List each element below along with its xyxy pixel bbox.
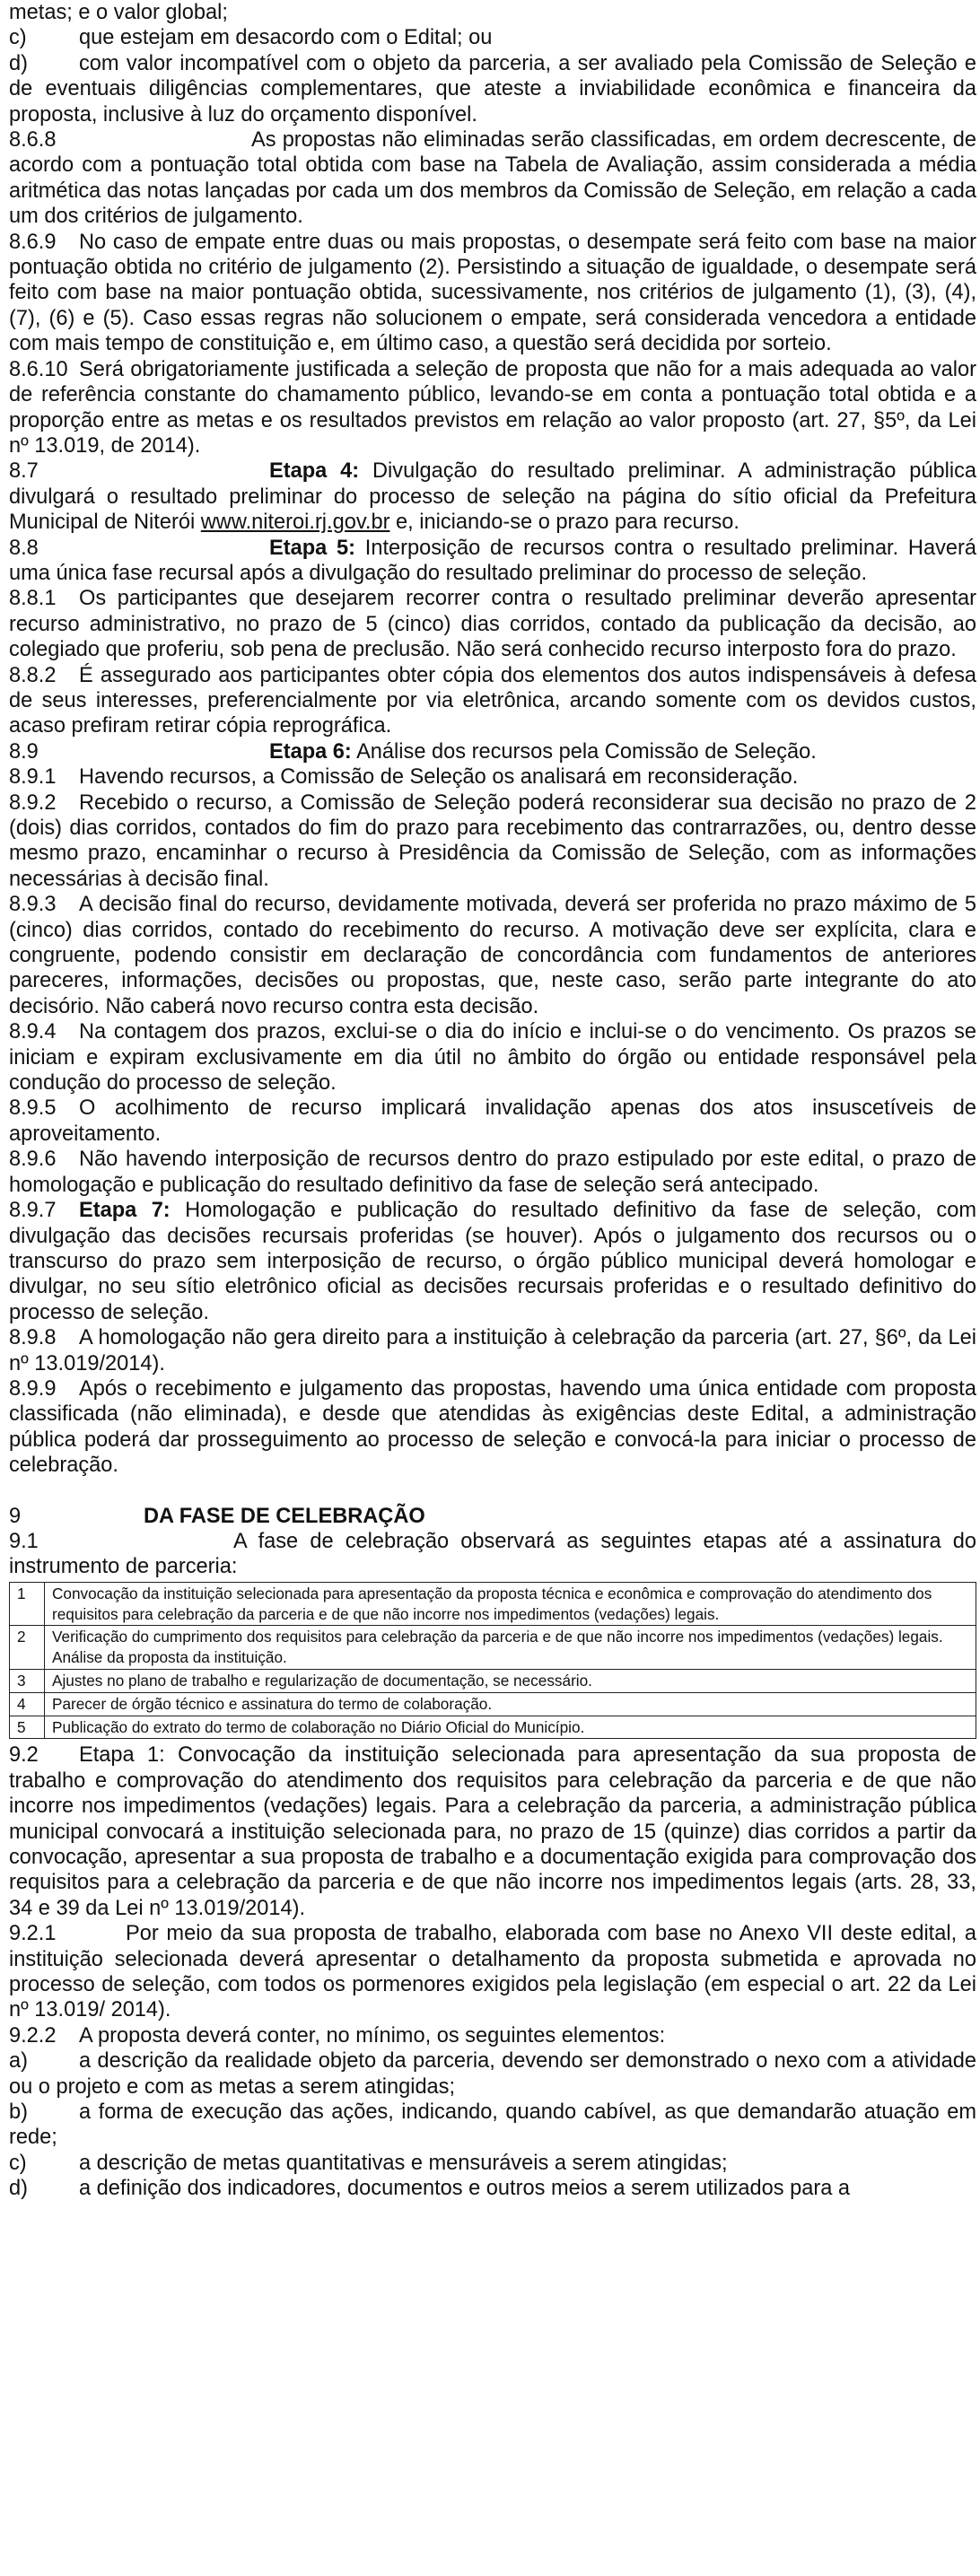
step-label: Etapa 5: [269, 536, 355, 560]
stage-description: Verificação do cumprimento dos requisitos para celebração da parceria e de que não incorre nos impedimentos (vedações) legais. Análise da proposta da instituição. [45, 1626, 976, 1670]
stages-table-body [10, 1582, 976, 1739]
paragraph [9, 1096, 976, 1147]
item-number: 8.9.9 [9, 1376, 57, 1401]
table-row [10, 1582, 976, 1626]
item-number: 8.6.9 [9, 230, 57, 254]
paragraph [9, 1325, 976, 1376]
paragraph [9, 739, 976, 764]
item-text: A decisão final do recurso, devidamente motivada, deverá ser proferida no prazo máximo de 5 (cinco) dias corridos, contado do recebimento do recurso. A motivação deve ser explícita, clara e congruente, podendo consistir em declaração de concordância com fundamentos de anteriores pareceres, informações, decisões ou propostas, que, neste caso, serão parte integrante do ato decisório. Não caberá novo recurso contra esta decisão. [9, 893, 976, 1018]
item-text: Após o recebimento e julgamento das propostas, havendo uma única entidade com proposta classificada (não eliminada), e desde que atendidas às exigências deste Edital, a administração pública poderá dar prosseguimento ao processo de seleção e convocá-la para iniciar o processo de celebração. [9, 1376, 976, 1478]
section-number: 9 [9, 1504, 22, 1528]
item-text: Na contagem dos prazos, exclui-se o dia do início e inclui-se o do vencimento. Os prazos se iniciam e expiram exclusivamente em dia útil no âmbito do órgão ou entidade responsável pela condução do processo de seleção. [9, 1020, 976, 1096]
item-number: 9.1 [9, 1529, 39, 1553]
item-number: 8.8 [9, 536, 39, 560]
step-label: Etapa 4: [269, 459, 360, 484]
stage-number: 4 [10, 1692, 45, 1716]
item-text: a definição dos indicadores, documentos e outros meios a serem utilizados para a [79, 2177, 851, 2201]
paragraph [9, 1742, 976, 1921]
item-text: Etapa 1: Convocação da instituição selecionada para apresentação da sua proposta de trabalho e comprovação do atendimento dos requisitos para celebração da parceria e de que não incorre nos impedimentos (vedações) legais. Para a celebração da parceria, a administração pública municipal convocará a instituição selecionada para, no prazo de 15 (quinze) dias corridos a partir da convocação, apresentar a sua proposta de trabalho e a documentação exigida para comprovação dos requisitos para a celebração da parceria e de que não incorre nos impedimentos legais (arts. 28, 33, 34 e 39 da Lei nº 13.019/2014). [9, 1743, 976, 1920]
paragraph [9, 2023, 976, 2048]
paragraph [9, 458, 976, 535]
paragraph [9, 536, 976, 587]
paragraph [9, 2100, 976, 2151]
paragraph [9, 1921, 976, 2023]
item-number: 9.2 [9, 1743, 39, 1768]
paragraph: metas; e o valor global; [9, 1, 228, 24]
item-text: a descrição da realidade objeto da parceria, devendo ser demonstrado o nexo com a atividade ou o projeto e com as metas a serem atingidas; [9, 2049, 976, 2099]
stage-number: 3 [10, 1669, 45, 1692]
item-number: 8.7 [9, 459, 39, 484]
item-text: Interposição de recursos contra o resultado preliminar. Haverá uma única fase recursal após a divulgação do resultado preliminar do processo de seleção. [9, 536, 976, 585]
item-number: 8.6.8 [9, 128, 57, 153]
item-text: As propostas não eliminadas serão classificadas, em ordem decrescente, de acordo com a pontuação total obtida com base na Tabela de Avaliação, assim considerada a média aritmética das notas lançadas por cada um dos membros da Comissão de Seleção, em relação a cada um dos critérios de julgamento. [9, 128, 976, 229]
item-number: 8.8.1 [9, 587, 57, 611]
item-text: Havendo recursos, a Comissão de Seleção os analisará em reconsideração. [79, 765, 799, 790]
item-text: No caso de empate entre duas ou mais propostas, o desempate será feito com base na maior pontuação obtida no critério de julgamento (2). Persistindo a situação de igualdade, o desempate será feito com base na maior pontuação obtida, sucessivamente, nos critérios de julgamento (1), (3), (4), (7), (6) e (5). Caso essas regras não solucionem o empate, será considerada vencedora a entidade com mais tempo de constituição e, em último caso, a questão será decidida por sorteio. [9, 230, 976, 356]
paragraph [9, 127, 976, 230]
table-row [10, 1626, 976, 1670]
table-row [10, 1692, 976, 1716]
stage-number: 5 [10, 1716, 45, 1739]
paragraph [9, 586, 976, 662]
item-text: a descrição de metas quantitativas e mensuráveis a serem atingidas; [79, 2151, 728, 2175]
paragraph [9, 25, 976, 50]
item-number: d) [9, 51, 28, 75]
item-text: a forma de execução das ações, indicando, quando cabível, as que demandarão atuação em rede; [9, 2100, 976, 2150]
stage-description: Convocação da instituição selecionada para apresentação da proposta técnica e econômica e comprovação do atendimento dos requisitos para celebração da parceria e de que não incorre nos impedimentos (vedações) legais. [45, 1582, 976, 1626]
stage-number: 2 [10, 1626, 45, 1670]
item-number: 9.2.2 [9, 2023, 57, 2048]
item-text: É assegurado aos participantes obter cópia dos elementos dos autos indispensáveis à defesa de seus interesses, preferencialmente por via eletrônica, arcando somente com os devidos custos, acaso prefiram retirar cópia reprográfica. [9, 663, 976, 738]
paragraph [9, 51, 976, 127]
item-number: d) [9, 2177, 28, 2201]
table-row [10, 1716, 976, 1739]
stage-description: Publicação do extrato do termo de colaboração no Diário Oficial do Município. [45, 1716, 976, 1739]
paragraph [9, 1147, 976, 1198]
item-text: que estejam em desacordo com o Edital; ou [79, 26, 493, 50]
paragraph [9, 764, 976, 790]
item-text: O acolhimento de recurso implicará invalidação apenas dos atos insuscetíveis de aproveitamento. [9, 1096, 976, 1146]
item-number: a) [9, 2049, 28, 2074]
item-text: Não havendo interposição de recursos dentro do prazo estipulado por este edital, o prazo de homologação e publicação do resultado definitivo da fase de seleção será antecipado. [9, 1148, 976, 1197]
item-text: A fase de celebração observará as seguintes etapas até a assinatura do instrumento de parceria: [9, 1529, 976, 1579]
item-number: c) [9, 2151, 27, 2175]
stage-number: 1 [10, 1582, 45, 1626]
item-number: 8.9.8 [9, 1326, 57, 1350]
paragraph [9, 1198, 976, 1325]
item-number: 8.9.1 [9, 765, 57, 790]
item-text: A homologação não gera direito para a instituição à celebração da parceria (art. 27, §6º, da Lei nº 13.019/2014). [9, 1326, 976, 1375]
item-text: Homologação e publicação do resultado definitivo da fase de seleção, com divulgação das decisões recursais proferidas (se houver). Após o julgamento dos recursos ou o transcurso do prazo sem interposição de recurso, o órgão público municipal deverá homologar e divulgar, no seu sítio eletrônico oficial as decisões recursais proferidas e o resultado definitivo do processo de seleção. [9, 1199, 976, 1324]
item-number: b) [9, 2100, 28, 2125]
item-number: 8.9.6 [9, 1148, 57, 1172]
paragraph [9, 1529, 976, 1580]
paragraph [9, 2176, 976, 2201]
item-text: Recebido o recurso, a Comissão de Seleção poderá reconsiderar sua decisão no prazo de 2 (dois) dias corridos, contados do fim do prazo para recebimento das contrarrazões, ou, dentro desse mesmo prazo, encaminhar o recurso à Presidência da Comissão de Seleção, com as informações necessárias à decisão final. [9, 790, 976, 891]
item-text: A proposta deverá conter, no mínimo, os seguintes elementos: [79, 2023, 666, 2048]
paragraph [9, 357, 976, 459]
paragraph [9, 790, 976, 893]
item-number: 8.9.3 [9, 893, 57, 917]
paragraph [9, 663, 976, 739]
item-number: 9.2.1 [9, 1922, 57, 1946]
item-text: Por meio da sua proposta de trabalho, elaborada com base no Anexo VII deste edital, a instituição selecionada deverá apresentar o detalhamento da proposta submetida e aprovada no processo de seleção, com todos os pormenores exigidos pela legislação (em especial o art. 22 da Lei nº 13.019/ 2014). [9, 1922, 976, 2022]
item-number: c) [9, 26, 27, 50]
section-title: DA FASE DE CELEBRAÇÃO [144, 1504, 425, 1528]
paragraph [9, 230, 976, 357]
item-number: 8.9 [9, 739, 39, 764]
item-text: e, iniciando-se o prazo para recurso. [396, 511, 739, 535]
website-link[interactable]: www.niteroi.rj.gov.br [200, 511, 390, 535]
item-number: 8.8.2 [9, 663, 57, 687]
item-number: 8.6.10 [9, 357, 68, 381]
item-number: 8.9.5 [9, 1096, 57, 1121]
stages-table [9, 1582, 976, 1740]
item-text: Será obrigatoriamente justificada a seleção de proposta que não for a mais adequada ao valor de referência constante do chamamento público, levando-se em conta a pontuação total obtida e a proporção entre as metas e os resultados previstos em relação ao valor proposto (art. 27, §5º, da Lei nº 13.019, de 2014). [9, 357, 976, 458]
table-row [10, 1669, 976, 1692]
paragraph [9, 892, 976, 1019]
step-label: Etapa 6: [269, 739, 352, 764]
paragraph [9, 1376, 976, 1479]
step-label: Etapa 7: [79, 1199, 171, 1223]
section-heading [9, 1504, 976, 1529]
item-text: com valor incompatível com o objeto da parceria, a ser avaliado pela Comissão de Seleção e de eventuais diligências complementares, que ateste a inviabilidade econômica e financeira da proposta, inclusive à luz do orçamento disponível. [9, 51, 976, 127]
item-text: Análise dos recursos pela Comissão de Seleção. [356, 739, 817, 764]
stage-description: Parecer de órgão técnico e assinatura do termo de colaboração. [45, 1692, 976, 1716]
item-number: 8.9.7 [9, 1199, 57, 1223]
paragraph [9, 1019, 976, 1096]
item-text: Divulgação do resultado preliminar. A administração pública divulgará o resultado preliminar do processo de seleção na página do sítio oficial da Prefeitura Municipal de Niterói [9, 459, 976, 535]
item-number: 8.9.2 [9, 790, 57, 815]
item-number: 8.9.4 [9, 1020, 57, 1044]
item-text: Os participantes que desejarem recorrer contra o resultado preliminar deverão apresentar recurso administrativo, no prazo de 5 (cinco) dias corridos, contado da publicação da decisão, ao colegiado que proferiu, sob pena de preclusão. Não será conhecido recurso interposto fora do prazo. [9, 587, 976, 662]
paragraph [9, 2151, 976, 2176]
stage-description: Ajustes no plano de trabalho e regularização de documentação, se necessário. [45, 1669, 976, 1692]
paragraph [9, 2048, 976, 2100]
